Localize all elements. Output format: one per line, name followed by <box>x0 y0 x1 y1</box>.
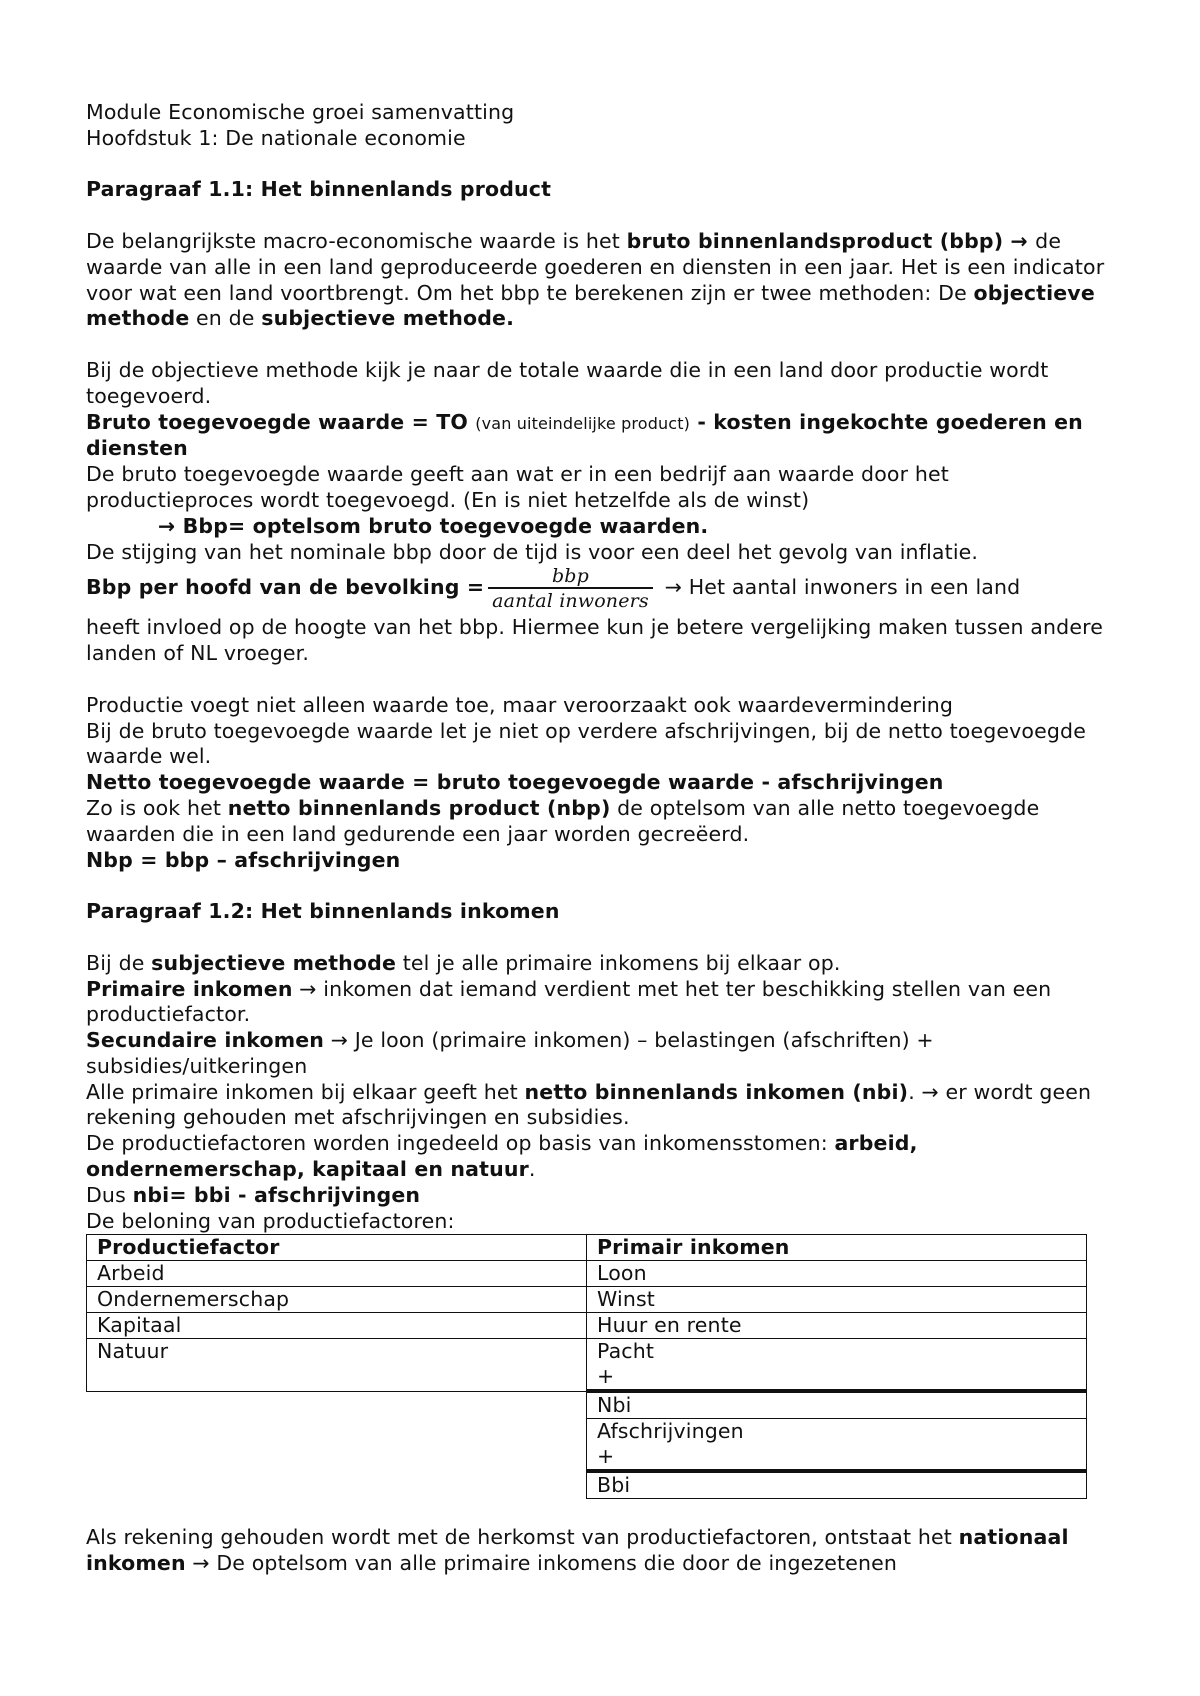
table-empty-cell <box>87 1471 587 1499</box>
table-cell: Pacht + <box>587 1339 1087 1392</box>
paragraph-primaire-inkomen: Primaire inkomen → inkomen dat iemand verdient met het ter beschikking stellen van een productiefactor. <box>86 976 1052 1027</box>
table-cell-bbi: Bbi <box>587 1471 1087 1499</box>
paragraph-nationaal-inkomen: Als rekening gehouden wordt met de herkomst van productiefactoren, ontstaat het nationaal inkomen → De optelsom van alle primaire inkomens die door de ingezetenen <box>86 1525 1069 1576</box>
table-cell: Kapitaal <box>87 1313 587 1339</box>
formula-bbp-per-hoofd <box>86 561 1116 615</box>
table-row <box>87 1471 1087 1499</box>
table-empty-cell <box>87 1391 587 1419</box>
spacer <box>86 1499 1116 1525</box>
table-row <box>87 1391 1087 1419</box>
paragraph-subjective-method: Bij de subjectieve methode tel je alle primaire inkomens bij elkaar op. <box>86 950 841 975</box>
table-caption: De beloning van productiefactoren: <box>86 1208 455 1233</box>
plus-sign: + <box>597 1444 615 1469</box>
formula-after: → Het aantal inwoners in een land <box>664 575 1021 600</box>
paragraph-productiefactoren: De productiefactoren worden ingedeeld op basis van inkomensstomen: arbeid, ondernemerschap, kapitaal en natuur. <box>86 1131 918 1182</box>
formula-bbp-optelsom: → Bbp= optelsom bruto toegevoegde waarden. <box>158 513 709 538</box>
chapter-title: Hoofdstuk 1: De nationale economie <box>86 125 466 150</box>
paragraph-bbp-intro: De belangrijkste macro-economische waarde is het bruto binnenlandsproduct (bbp) → de waarde van alle in een land geproduceerde goederen en diensten in een jaar. Het is een indicator voor wat een land voortbrengt. Om het bbp te berekenen zijn er twee methoden: De objectieve methode en de subjectieve methode. <box>86 228 1105 331</box>
formula-nbi: Dus nbi= bbi - afschrijvingen <box>86 1182 421 1207</box>
formula-label: Bbp per hoofd van de bevolking = <box>86 575 485 600</box>
formula-bruto-toegevoegde-waarde: Bruto toegevoegde waarde = TO (van uiteindelijke product) - kosten ingekochte goederen en diensten <box>86 409 1083 461</box>
table-row <box>87 1339 1087 1392</box>
table-row <box>87 1261 1087 1287</box>
paragraph-waardevermindering: Productie voegt niet alleen waarde toe, maar veroorzaakt ook waardevermindering <box>86 692 954 717</box>
fraction-numerator: bbp <box>551 564 589 587</box>
table-cell: Natuur <box>87 1339 587 1392</box>
paragraph-bruto-explanation: De bruto toegevoegde waarde geeft aan wat er in een bedrijf aan waarde door het productieproces wordt toegevoegd. (En is niet hetzelfde als de winst) <box>86 462 949 512</box>
paragraph-inwoners: heeft invloed op de hoogte van het bbp. Hiermee kun je betere vergelijking maken tussen andere landen of NL vroeger. <box>86 615 1103 666</box>
section-heading-1-1: Paragraaf 1.1: Het binnenlands product <box>86 177 552 202</box>
spacer <box>86 873 1116 899</box>
table-cell: Loon <box>587 1261 1087 1287</box>
document-title: Module Economische groei samenvatting <box>86 100 515 124</box>
table-cell-nbi: Nbi <box>587 1391 1087 1419</box>
table-row <box>87 1419 1087 1472</box>
table-cell: Ondernemerschap <box>87 1287 587 1313</box>
table-empty-cell <box>87 1419 587 1472</box>
paragraph-inflation: De stijging van het nominale bbp door de tijd is voor een deel het gevolg van inflatie. <box>86 539 979 564</box>
spacer <box>86 332 1116 358</box>
table-cell: Arbeid <box>87 1261 587 1287</box>
formula-netto-toegevoegde-waarde: Netto toegevoegde waarde = bruto toegevoegde waarde - afschrijvingen <box>86 770 944 795</box>
table-row <box>87 1287 1087 1313</box>
beloning-table <box>86 1234 1087 1499</box>
spacer <box>86 152 1116 178</box>
table-header-cell: Primair inkomen <box>587 1235 1087 1261</box>
table-row <box>87 1313 1087 1339</box>
section-heading-1-2: Paragraaf 1.2: Het binnenlands inkomen <box>86 899 560 924</box>
table-header-row <box>87 1235 1087 1261</box>
table-cell: Huur en rente <box>587 1313 1087 1339</box>
formula-nbp: Nbp = bbp – afschrijvingen <box>86 847 401 872</box>
table-cell: Afschrijvingen + <box>587 1419 1087 1472</box>
spacer <box>86 203 1116 229</box>
paragraph-secundaire-inkomen: Secundaire inkomen → Je loon (primaire inkomen) – belastingen (afschriften) + subsidies/uitkeringen <box>86 1028 934 1078</box>
plus-sign: + <box>597 1364 615 1389</box>
table-cell: Winst <box>587 1287 1087 1313</box>
spacer <box>86 667 1116 693</box>
table-header-cell: Productiefactor <box>87 1235 587 1261</box>
fraction-denominator: aantal inwoners <box>488 587 653 612</box>
paragraph-afschrijvingen: Bij de bruto toegevoegde waarde let je niet op verdere afschrijvingen, bij de netto toegevoegde waarde wel. <box>86 718 1086 769</box>
fraction <box>488 565 653 612</box>
paragraph-nbp: Zo is ook het netto binnenlands product (nbp) de optelsom van alle netto toegevoegde waarden die in een land gedurende een jaar worden gecreëerd. <box>86 795 1040 846</box>
spacer <box>86 925 1116 951</box>
document-body <box>86 100 1116 1577</box>
paragraph-nbi: Alle primaire inkomen bij elkaar geeft het netto binnenlands inkomen (nbi). → er wordt geen rekening gehouden met afschrijvingen en subsidies. <box>86 1079 1092 1130</box>
paragraph-objective-method: Bij de objectieve methode kijk je naar de totale waarde die in een land door productie wordt toegevoerd. <box>86 357 1049 408</box>
